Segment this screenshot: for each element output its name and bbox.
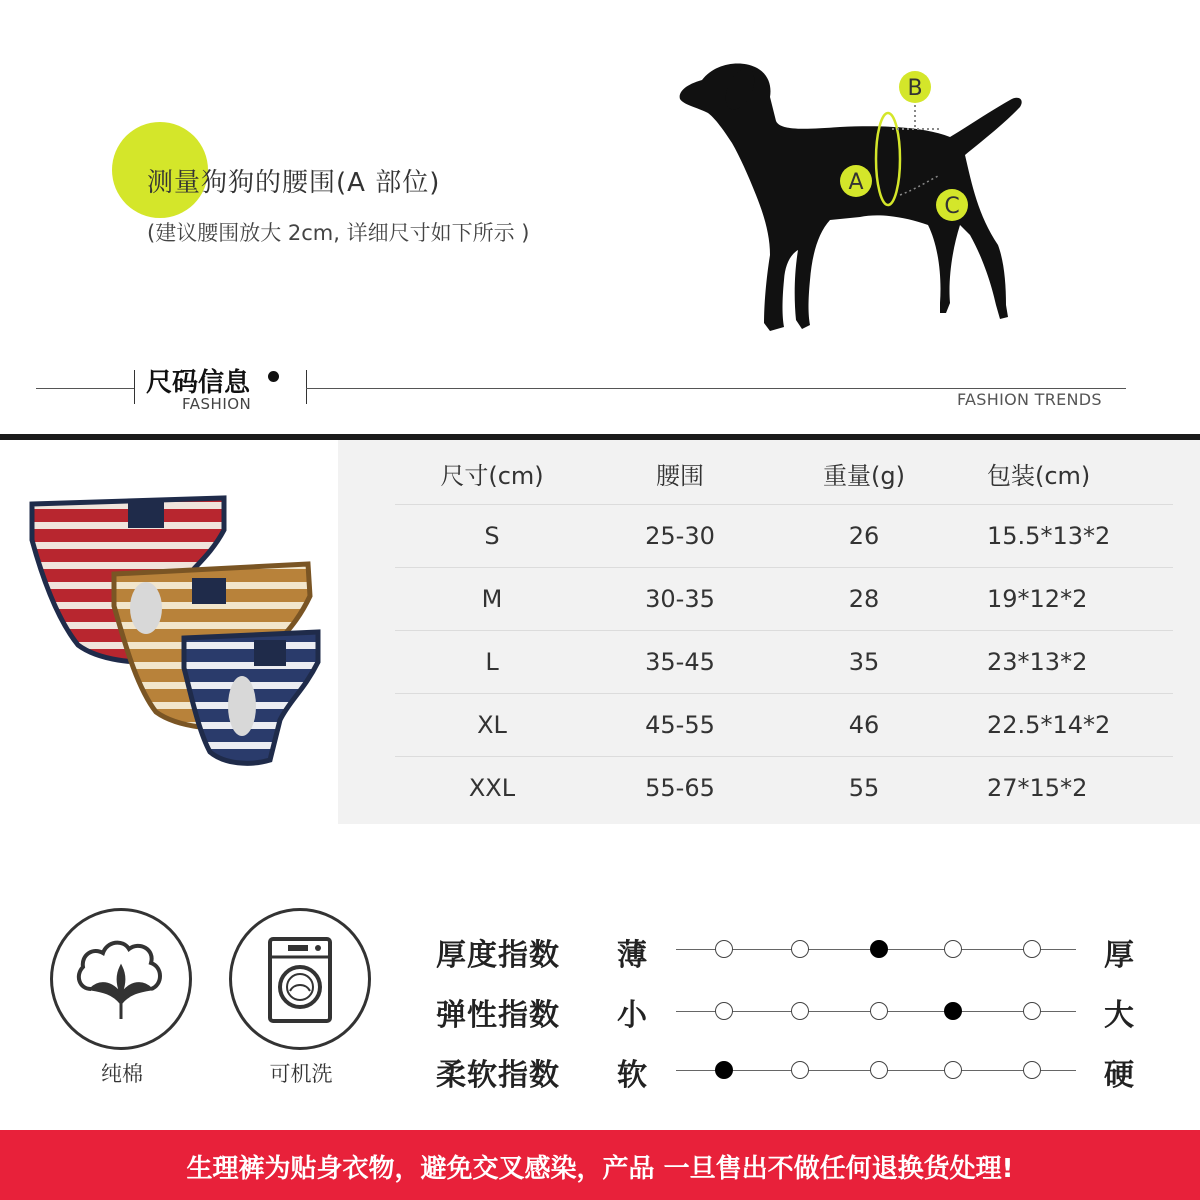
index-low-softness: 软 (617, 1058, 647, 1093)
divider-tick-left (134, 370, 135, 404)
cell-weight: 28 (848, 585, 880, 613)
cell-waist: 55-65 (645, 774, 715, 802)
cell-size: XL (477, 711, 507, 739)
table-row (395, 568, 1173, 631)
feature-label-washable: 可机洗 (269, 1062, 333, 1086)
header-package: 包装(cm) (987, 461, 1091, 490)
index-marker (791, 1002, 809, 1020)
label-a: A (848, 170, 864, 195)
fashion-trends-label: FASHION TRENDS (957, 390, 1102, 409)
table-row (395, 757, 1173, 819)
index-name-elasticity: 弹性指数 (436, 998, 560, 1033)
cell-waist: 45-55 (645, 711, 715, 739)
label-c: C (944, 194, 960, 219)
size-info-subtitle: FASHION (182, 395, 252, 413)
cell-weight: 46 (848, 711, 880, 739)
cell-package: 27*15*2 (987, 774, 1088, 802)
index-name-thickness: 厚度指数 (436, 938, 560, 973)
table-row (395, 694, 1173, 757)
cell-waist: 25-30 (645, 522, 715, 550)
index-marker-selected (715, 1061, 733, 1079)
dog-silhouette-illustration (660, 55, 1040, 345)
index-marker-selected (944, 1002, 962, 1020)
cell-size: L (485, 648, 499, 676)
cell-waist: 35-45 (645, 648, 715, 676)
index-marker (870, 1002, 888, 1020)
cell-waist: 30-35 (645, 585, 715, 613)
index-marker (791, 940, 809, 958)
index-marker (944, 1061, 962, 1079)
table-row (395, 631, 1173, 694)
index-marker (715, 940, 733, 958)
cell-weight: 26 (848, 522, 880, 550)
size-info-title: 尺码信息 (146, 368, 251, 398)
cotton-icon (50, 908, 192, 1050)
index-high-thickness: 厚 (1104, 938, 1134, 973)
index-marker (791, 1061, 809, 1079)
washing-machine-icon (229, 908, 371, 1050)
cell-package: 15.5*13*2 (987, 522, 1111, 550)
index-marker (1023, 1061, 1041, 1079)
index-marker (715, 1002, 733, 1020)
header-waist: 腰围 (656, 461, 704, 490)
warning-banner-text: 生理裤为贴身衣物，避免交叉感染，产品 一旦售出不做任何退换货处理! (186, 1154, 1014, 1184)
index-marker (1023, 940, 1041, 958)
header-size: 尺寸(cm) (440, 461, 544, 490)
measure-note: (建议腰围放大 2cm, 详细尺寸如下所示 ) (147, 221, 530, 245)
index-low-elasticity: 小 (617, 998, 647, 1033)
cell-size: XXL (468, 774, 516, 802)
title-bullet (268, 371, 279, 382)
cell-package: 23*13*2 (987, 648, 1088, 676)
index-marker-selected (870, 940, 888, 958)
label-b: B (907, 76, 923, 101)
divider-left (36, 388, 134, 389)
index-marker (944, 940, 962, 958)
index-high-elasticity: 大 (1104, 998, 1134, 1033)
header-weight: 重量(g) (823, 461, 905, 490)
cell-package: 22.5*14*2 (987, 711, 1111, 739)
divider-right (306, 388, 1126, 389)
index-high-softness: 硬 (1104, 1058, 1134, 1093)
measure-title: 测量狗狗的腰围(A 部位) (147, 168, 441, 198)
cell-package: 19*12*2 (987, 585, 1088, 613)
cell-weight: 55 (848, 774, 880, 802)
table-header-row (395, 442, 1173, 505)
index-low-thickness: 薄 (617, 938, 647, 973)
product-photo (28, 490, 328, 780)
table-row (395, 505, 1173, 568)
size-table (395, 442, 1173, 819)
divider-tick-right (306, 370, 307, 404)
feature-label-cotton: 纯棉 (101, 1062, 143, 1086)
index-marker (1023, 1002, 1041, 1020)
cell-weight: 35 (848, 648, 880, 676)
index-name-softness: 柔软指数 (436, 1058, 560, 1093)
cell-size: M (481, 585, 503, 613)
cell-size: S (484, 522, 500, 550)
index-marker (870, 1061, 888, 1079)
